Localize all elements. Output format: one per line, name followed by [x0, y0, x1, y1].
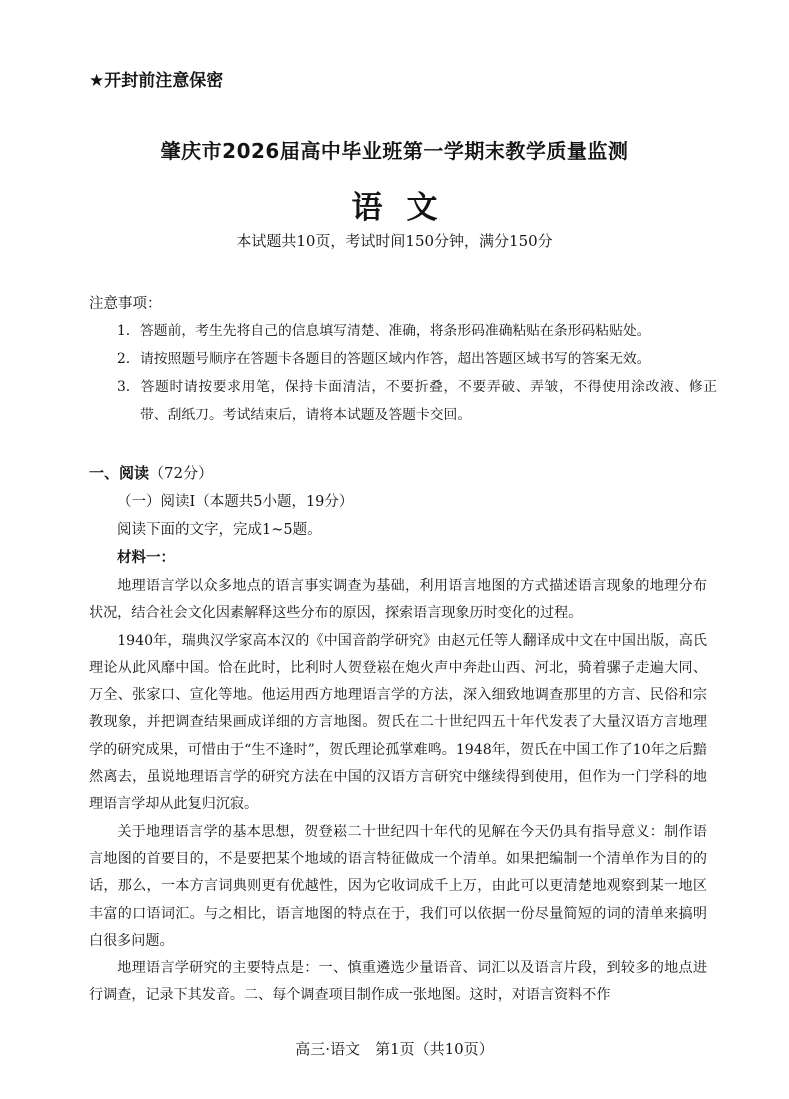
subject-title: 语文 [351, 190, 462, 226]
section-title: 一、阅读 [89, 464, 150, 482]
paragraph: 1940年，瑞典汉学家高本汉的《中国音韵学研究》由赵元任等人翻译成中文在中国出版，高氏理论从此风靡中国。恰在此时，比利时人贺登崧在炮火声中奔赴山西、河北，骑着骡子走遍大同、万全、张家口、宣化等地。他运用西方地理语言学的方法，深入细致地调查那里的方言、民俗和宗教现象，并把调查结果画成详细的方言地图。贺氏在二十世纪四五十年代发表了大量汉语方言地理学的研究成果，可惜由于“生不逢时”，贺氏理论孤掌难鸣。1948年，贺氏在中国工作了10年之后黯然离去，虽说地理语言学的研究方法在中国的汉语方言研究中继续得到使用，但作为一门学科的地理语言学却从此复归沉寂。 [89, 632, 707, 813]
note-number: 3. [117, 379, 131, 395]
paragraph: 地理语言学以众多地点的语言事实调查为基础，利用语言地图的方式描述语言现象的地理分布状况，结合社会文化因素解释这些分布的原因，探索语言现象历时变化的过程。 [89, 578, 707, 622]
paragraph: 关于地理语言学的基本思想，贺登崧二十世纪四十年代的见解在今天仍具有指导意义：制作语言地图的首要目的，不是要把某个地域的语言特征做成一个清单。如果把编制一个清单作为目的的话，那么，一本方言词典则更有优越性，因为它收词成千上万，由此可以更清楚地观察到某一地区丰富的口语词汇。与之相比，语言地图的特点在于，我们可以依据一份尽量简短的词的清单来搞明白很多问题。 [89, 823, 707, 949]
notes-heading: 注意事项： [89, 296, 162, 312]
subsection-title: （一）阅读Ⅰ（本题共5小题，19分） [117, 494, 354, 510]
reading-instruction: 阅读下面的文字，完成1~5题。 [117, 522, 322, 538]
note-item-2 [117, 345, 717, 373]
section-heading [89, 462, 213, 483]
note-number: 1. [117, 323, 131, 339]
exam-info: 本试题共10页，考试时间150分钟，满分150分 [236, 232, 553, 250]
section-score: （72分） [149, 464, 214, 482]
note-text: 答题前，考生先将自己的信息填写清楚、准确，将条形码准确粘贴在条形码粘贴处。 [140, 323, 651, 339]
page-footer: 高三·语文 第1页（共10页） [295, 1040, 494, 1058]
paragraph: 地理语言学研究的主要特点是：一、慎重遴选少量语音、词汇以及语言片段，到较多的地点进行调查，记录下其发音。二、每个调查项目制作成一张地图。这时，对语言资料不作 [89, 960, 707, 1004]
material-label: 材料一： [117, 550, 175, 566]
note-text: 答题时请按要求用笔，保持卡面清洁，不要折叠，不要弄破、弄皱，不得使用涂改液、修正带、刮纸刀。考试结束后，请将本试题及答题卡交回。 [140, 379, 717, 423]
exam-title: 肇庆市2026届高中毕业班第一学期末教学质量监测 [160, 139, 629, 163]
material-text [89, 573, 707, 1010]
note-text: 请按照题号顺序在答题卡各题目的答题区域内作答，超出答题区域书写的答案无效。 [140, 351, 651, 367]
note-item-1 [117, 317, 717, 345]
confidential-notice: ★开封前注意保密 [89, 71, 224, 91]
note-item-3 [117, 373, 717, 429]
note-number: 2. [117, 351, 131, 367]
